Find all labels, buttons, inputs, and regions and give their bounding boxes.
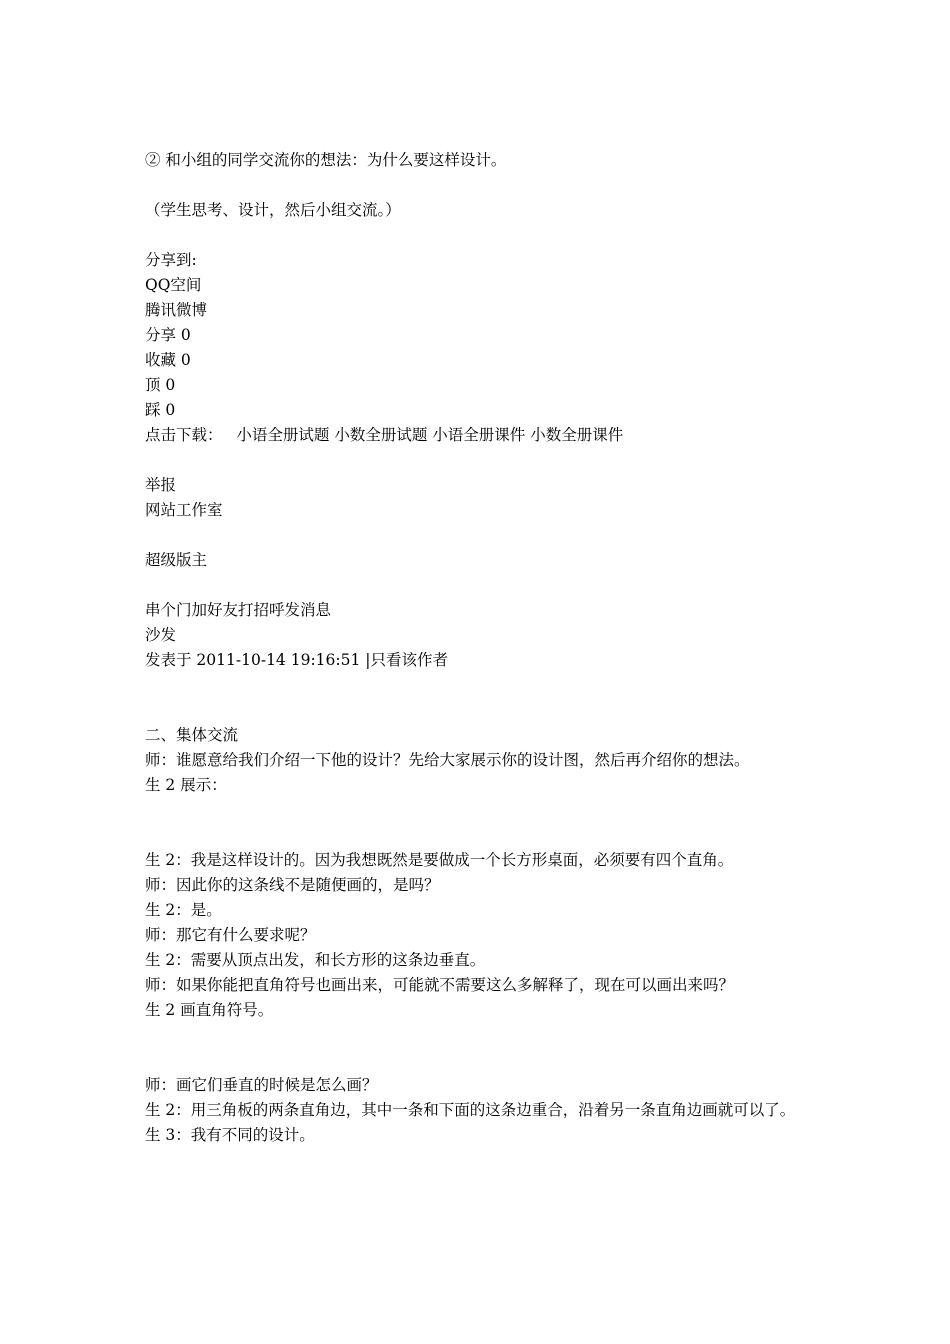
dialogue-line: 生 2：用三角板的两条直角边，其中一条和下面的这条边重合，沿着另一条直角边画就可以了。: [145, 1101, 796, 1119]
step-2-text: ② 和小组的同学交流你的想法：为什么要这样设计。: [145, 151, 507, 169]
author-actions: [145, 598, 331, 623]
dialogue-line: 师：谁愿意给我们介绍一下他的设计？先给大家展示你的设计图，然后再介绍你的想法。: [145, 751, 750, 769]
message-link[interactable]: 发消息: [284, 601, 332, 619]
dialogue-line: 生 2：是。: [145, 901, 222, 919]
down-vote-link[interactable]: 踩 0: [145, 401, 176, 419]
add-friend-link[interactable]: 加好友: [191, 601, 239, 619]
post-timestamp: 发表于 2011-10-14 19:16:51: [145, 651, 361, 669]
download-label: 点击下载：: [145, 426, 223, 444]
share-label: 分享到:: [145, 251, 197, 269]
only-author-link[interactable]: 只看该作者: [370, 651, 449, 669]
dialogue-line: 生 3：我有不同的设计。: [145, 1126, 315, 1144]
dialogue-line: 生 2：我是这样设计的。因为我想既然是要做成一个长方形桌面，必须要有四个直角。: [145, 851, 734, 869]
share-qzone-link[interactable]: QQ空间: [145, 276, 202, 294]
dialogue-line: 师：那它有什么要求呢？: [145, 926, 316, 944]
download-link-chinese-slides[interactable]: 小语全册课件: [432, 426, 526, 444]
post-meta: [145, 648, 448, 673]
floor-label: 沙发: [145, 626, 177, 644]
greet-link[interactable]: 打招呼: [238, 601, 285, 619]
dialogue-line: 师：如果你能把直角符号也画出来，可能就不需要这么多解释了，现在可以画出来吗？: [145, 976, 735, 994]
download-link-math-tests[interactable]: 小数全册试题: [334, 426, 428, 444]
share-count-link[interactable]: 分享 0: [145, 326, 191, 344]
download-row: [145, 423, 623, 448]
dialogue-line: 师：因此你的这条线不是随便画的，是吗？: [145, 876, 440, 894]
share-weibo-link[interactable]: 腾讯微博: [145, 301, 208, 319]
dialogue-line: 生 2 展示：: [145, 776, 227, 794]
dialogue-line: 生 2：需要从顶点出发，和长方形的这条边垂直。: [145, 951, 486, 969]
section-heading: 二、集体交流: [145, 726, 239, 744]
author-name[interactable]: 网站工作室: [145, 501, 223, 519]
favorite-count-link[interactable]: 收藏 0: [145, 351, 191, 369]
dialogue-line: 生 2 画直角符号。: [145, 1001, 274, 1019]
up-vote-link[interactable]: 顶 0: [145, 376, 176, 394]
download-link-chinese-tests[interactable]: 小语全册试题: [236, 426, 330, 444]
visit-link[interactable]: 串个门: [145, 601, 192, 619]
download-link-math-slides[interactable]: 小数全册课件: [530, 426, 624, 444]
meta-divider: |: [360, 651, 371, 669]
author-rank: 超级版主: [145, 551, 208, 569]
activity-note: （学生思考、设计，然后小组交流。）: [145, 201, 401, 219]
report-link[interactable]: 举报: [145, 476, 177, 494]
dialogue-line: 师：画它们垂直的时候是怎么画？: [145, 1076, 378, 1094]
